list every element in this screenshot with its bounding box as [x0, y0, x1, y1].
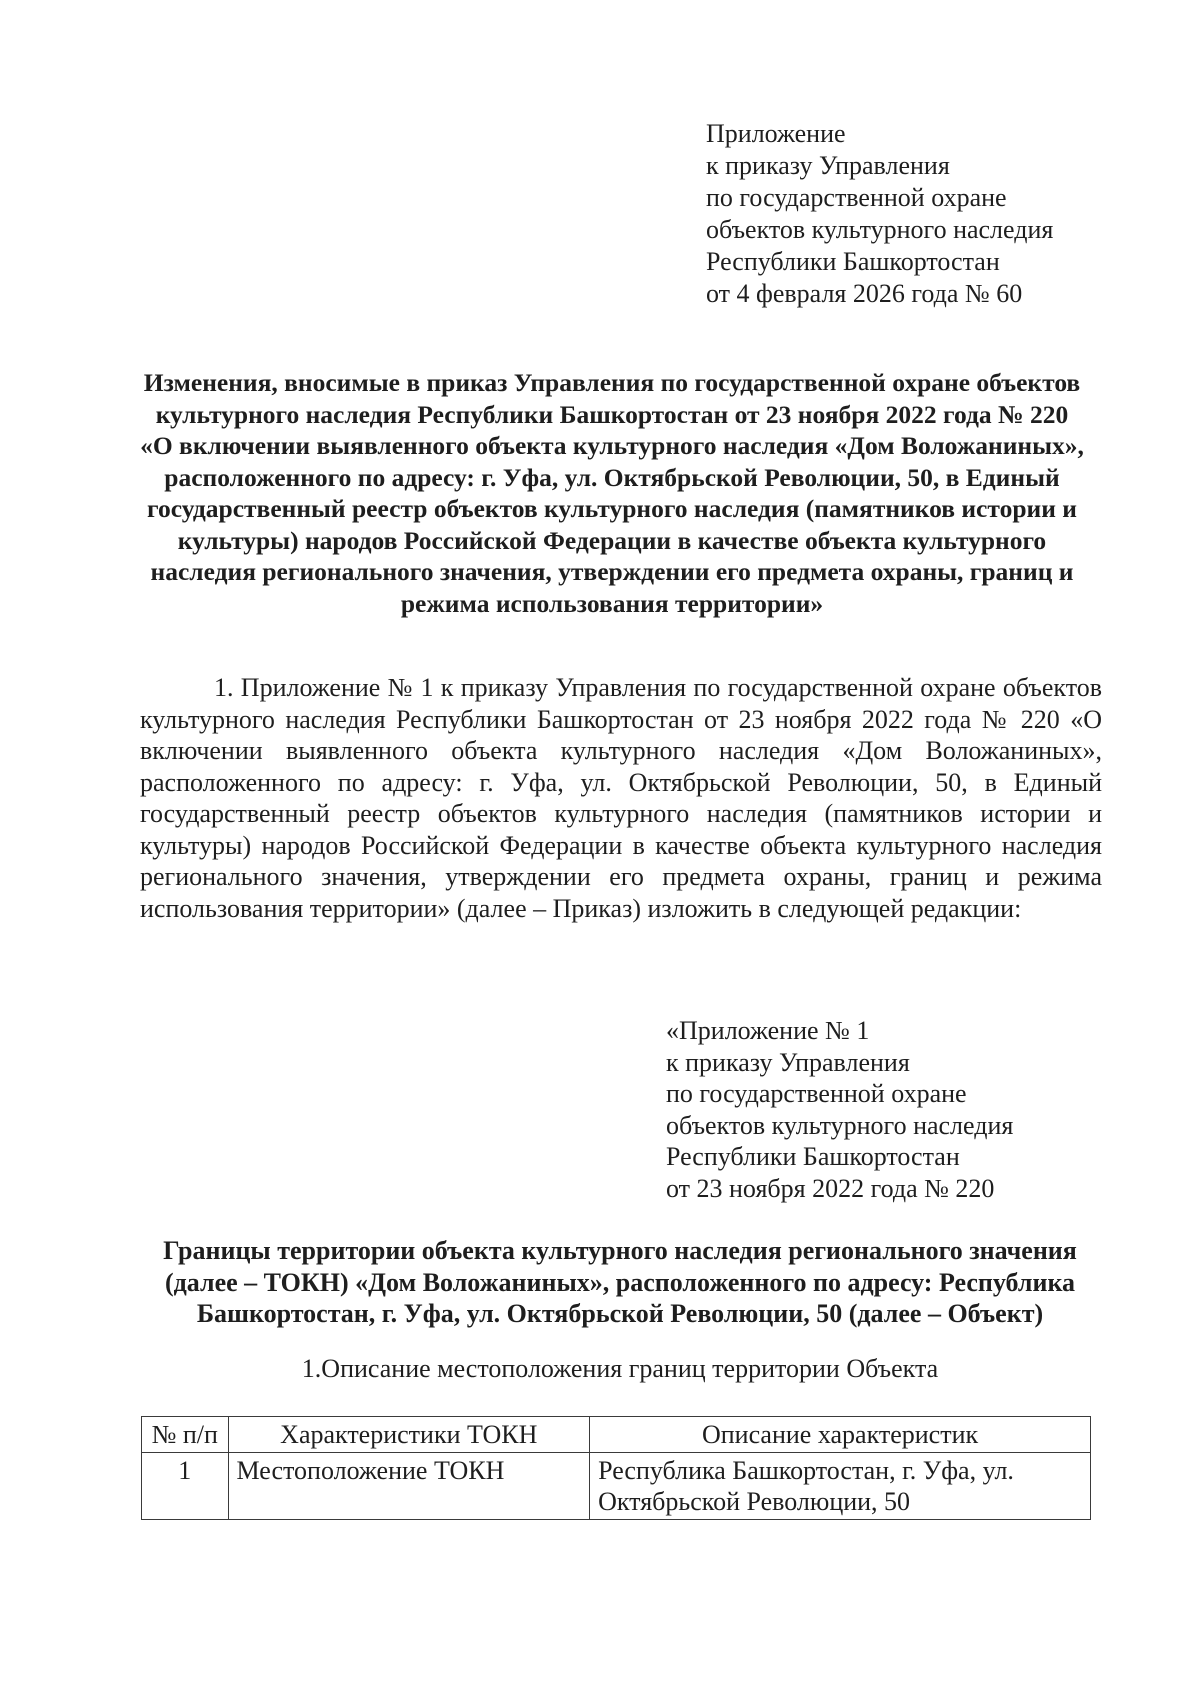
table-cell: Местоположение ТОКН — [228, 1453, 590, 1520]
appendix-line: Республики Башкортостан — [706, 247, 1000, 276]
appendix-2-line: к приказу Управления — [666, 1047, 910, 1077]
header-number: № п/п — [142, 1417, 229, 1453]
appendix-line: по государственной охране — [706, 183, 1007, 212]
paragraph-1: 1. Приложение № 1 к приказу Управления по государственной охране объектов культурного наследия Республики Башкортостан от 23 ноября 2022 года № 220 «О включении выявленного объекта культурного наследия «Дом Воложаниных», расположенного по адресу: г. Уфа, ул. Октябрьской Революции, 50, в Единый государственный реестр объектов культурного наследия (памятников истории и культуры) народов Российской Федерации в качестве объекта культурного наследия регионального значения, утверждении его предмета охраны, границ и режима использования территории» (далее – Приказ) изложить в следующей редакции: — [140, 673, 1102, 923]
appendix-2-block — [666, 1015, 1013, 1204]
section-1-heading: 1.Описание местоположения границ территории Объекта — [301, 1354, 939, 1383]
appendix-line: от 4 февраля 2026 года № 60 — [706, 279, 1023, 308]
appendix-block — [706, 118, 1053, 310]
header-characteristics: Характеристики ТОКН — [228, 1417, 590, 1453]
tokn-table — [141, 1416, 1091, 1520]
appendix-line: к приказу Управления — [706, 151, 950, 180]
appendix-2-line: от 23 ноября 2022 года № 220 — [666, 1173, 995, 1203]
appendix-line: объектов культурного наследия — [706, 215, 1054, 244]
header-description: Описание характеристик — [590, 1417, 1091, 1453]
document-title: Изменения, вносимые в приказ Управления по государственной охране объектов культурного наследия Республики Башкортостан от 23 ноября 2022 года № 220 «О включении выявленного объекта культурного наследия «Дом Воложаниных», расположенного по адресу: г. Уфа, ул. Октябрьской Революции, 50, в Единый государственный реестр объектов культурного наследия (памятников истории и культуры) народов Российской Федерации в качестве объекта культурного наследия регионального значения, утверждении его предмета охраны, границ и режима использования территории» — [140, 368, 1084, 618]
appendix-2-line: объектов культурного наследия — [666, 1110, 1014, 1140]
appendix-line: Приложение — [706, 119, 846, 148]
table-cell: 1 — [142, 1453, 229, 1520]
appendix-2-line: по государственной охране — [666, 1079, 967, 1108]
table-header-row — [142, 1417, 1091, 1453]
table-row — [142, 1453, 1091, 1520]
appendix-2-line: Республики Башкортостан — [666, 1142, 960, 1171]
table-cell: Республика Башкортостан, г. Уфа, ул. Октябрьской Революции, 50 — [590, 1453, 1091, 1520]
boundaries-title: Границы территории объекта культурного наследия регионального значения (далее – ТОКН) «Дом Воложаниных», расположенного по адресу: Республика Башкортостан, г. Уфа, ул. Октябрьской Революции, 50 (далее – Объект) — [163, 1236, 1077, 1328]
appendix-2-line: «Приложение № 1 — [666, 1016, 870, 1045]
